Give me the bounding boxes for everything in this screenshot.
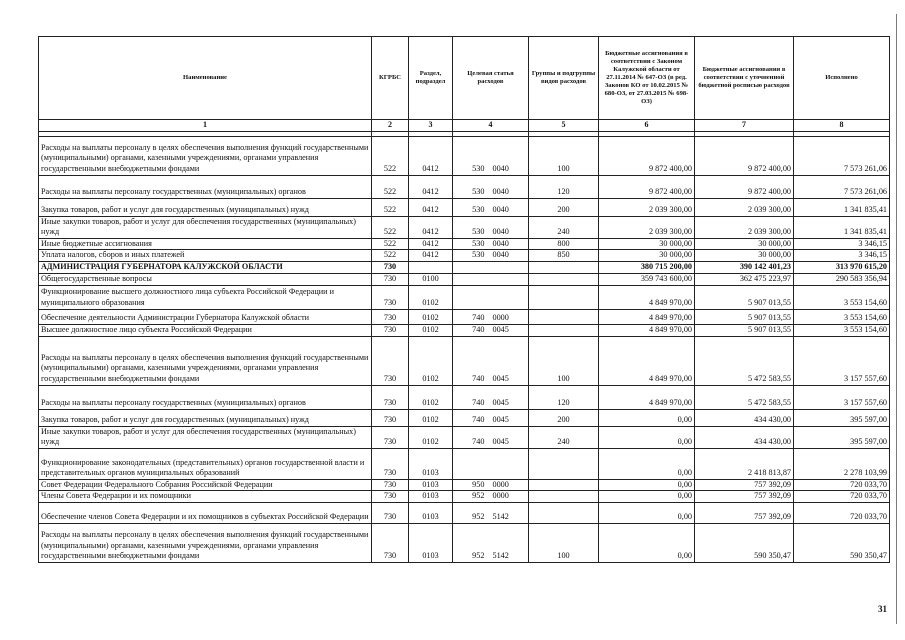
row-kgrbs-cell: 730 xyxy=(372,336,409,385)
row-law-amount-cell: 0,00 xyxy=(599,409,695,426)
column-number: 8 xyxy=(794,120,890,132)
column-number: 4 xyxy=(453,120,529,132)
row-executed-amount-cell: 395 597,00 xyxy=(794,426,890,448)
column-number: 7 xyxy=(695,120,794,132)
row-kgrbs-cell: 730 xyxy=(372,324,409,336)
row-name-cell: Члены Совета Федерации и их помощники xyxy=(39,491,372,503)
row-section-cell: 0412 xyxy=(409,250,453,262)
row-refined-amount-cell: 2 039 300,00 xyxy=(695,198,794,216)
table-row xyxy=(39,336,890,385)
table-row xyxy=(39,309,890,324)
row-executed-amount-cell: 3 346,15 xyxy=(794,238,890,250)
column-number: 2 xyxy=(372,120,409,132)
row-law-amount-cell: 0,00 xyxy=(599,502,695,523)
row-group-cell xyxy=(529,285,599,309)
table-row xyxy=(39,250,890,262)
row-name-cell: Уплата налогов, сборов и иных платежей xyxy=(39,250,372,262)
row-group-cell: 200 xyxy=(529,198,599,216)
row-kgrbs-cell: 730 xyxy=(372,385,409,409)
column-number: 3 xyxy=(409,120,453,132)
row-refined-amount-cell: 2 418 813,87 xyxy=(695,448,794,479)
table-row xyxy=(39,523,890,562)
table-row xyxy=(39,385,890,409)
header-group: Группы и подгруппы видов расходов xyxy=(529,37,599,120)
row-kgrbs-cell: 730 xyxy=(372,479,409,491)
row-group-cell: 850 xyxy=(529,250,599,262)
row-target-cell: 740 0000 xyxy=(453,309,529,324)
header-law: Бюджетные ассигнования в соответствии с Законом Калужской области от 27.11.2014 № 647-ОЗ (в ред. Законов КО от 10.02.2015 № 680-ОЗ, от 27.03.2015 № 698-ОЗ) xyxy=(599,37,695,120)
row-target-cell: 530 0040 xyxy=(453,175,529,198)
row-section-cell: 0412 xyxy=(409,216,453,238)
column-number-row xyxy=(39,120,890,132)
row-group-cell: 100 xyxy=(529,523,599,562)
row-refined-amount-cell: 5 472 583,55 xyxy=(695,336,794,385)
row-law-amount-cell: 4 849 970,00 xyxy=(599,285,695,309)
table-row xyxy=(39,198,890,216)
row-name-cell: Общегосударственные вопросы xyxy=(39,273,372,285)
row-name-cell: Иные закупки товаров, работ и услуг для обеспечения государственных (муниципальных) нужд xyxy=(39,216,372,238)
row-name-cell: Закупка товаров, работ и услуг для государственных (муниципальных) нужд xyxy=(39,409,372,426)
row-group-cell xyxy=(529,491,599,503)
header-kgrbs: КГРБС xyxy=(372,37,409,120)
row-name-cell: Высшее должностное лицо субъекта Российской Федерации xyxy=(39,324,372,336)
row-section-cell: 0102 xyxy=(409,426,453,448)
row-group-cell: 240 xyxy=(529,426,599,448)
row-executed-amount-cell: 395 597,00 xyxy=(794,409,890,426)
row-refined-amount-cell: 390 142 401,23 xyxy=(695,261,794,273)
row-target-cell: 740 0045 xyxy=(453,409,529,426)
row-executed-amount-cell: 1 341 835,41 xyxy=(794,198,890,216)
row-name-cell: Расходы на выплаты персоналу государственных (муниципальных) органов xyxy=(39,385,372,409)
row-name-cell: Иные закупки товаров, работ и услуг для обеспечения государственных (муниципальных) нужд xyxy=(39,426,372,448)
row-law-amount-cell: 0,00 xyxy=(599,426,695,448)
row-name-cell: Совет Федерации Федерального Собрания Российской Федерации xyxy=(39,479,372,491)
row-target-cell: 950 0000 xyxy=(453,479,529,491)
row-law-amount-cell: 30 000,00 xyxy=(599,238,695,250)
row-kgrbs-cell: 730 xyxy=(372,261,409,273)
row-executed-amount-cell: 313 970 615,20 xyxy=(794,261,890,273)
row-law-amount-cell: 0,00 xyxy=(599,523,695,562)
row-target-cell: 530 0040 xyxy=(453,136,529,175)
row-name-cell: Функционирование высшего должностного лица субъекта Российской Федерации и муниципального образования xyxy=(39,285,372,309)
row-group-cell xyxy=(529,479,599,491)
row-law-amount-cell: 2 039 300,00 xyxy=(599,198,695,216)
row-name-cell: Функционирование законодательных (представительных) органов государственной власти и представительных органов муниципальных образований xyxy=(39,448,372,479)
row-kgrbs-cell: 730 xyxy=(372,448,409,479)
row-refined-amount-cell: 434 430,00 xyxy=(695,426,794,448)
table-body xyxy=(39,136,890,562)
row-name-cell: АДМИНИСТРАЦИЯ ГУБЕРНАТОРА КАЛУЖСКОЙ ОБЛАСТИ xyxy=(39,261,372,273)
row-refined-amount-cell: 5 907 013,55 xyxy=(695,324,794,336)
row-refined-amount-cell: 30 000,00 xyxy=(695,238,794,250)
row-executed-amount-cell: 3 346,15 xyxy=(794,250,890,262)
row-kgrbs-cell: 730 xyxy=(372,285,409,309)
row-law-amount-cell: 9 872 400,00 xyxy=(599,175,695,198)
row-executed-amount-cell: 3 157 557,60 xyxy=(794,385,890,409)
budget-execution-table xyxy=(38,36,890,563)
row-target-cell xyxy=(453,285,529,309)
row-executed-amount-cell: 3 553 154,60 xyxy=(794,324,890,336)
row-name-cell: Расходы на выплаты персоналу в целях обеспечения выполнения функций государственными (муниципальными) органами, казенными учреждениями, органами управления государственными внебюджетными фондами xyxy=(39,336,372,385)
row-kgrbs-cell: 730 xyxy=(372,273,409,285)
row-target-cell: 952 5142 xyxy=(453,502,529,523)
row-executed-amount-cell: 2 278 103,99 xyxy=(794,448,890,479)
table-row xyxy=(39,502,890,523)
table-row xyxy=(39,491,890,503)
table-row xyxy=(39,285,890,309)
table-row xyxy=(39,324,890,336)
row-group-cell: 100 xyxy=(529,136,599,175)
row-executed-amount-cell: 1 341 835,41 xyxy=(794,216,890,238)
row-section-cell: 0103 xyxy=(409,502,453,523)
row-kgrbs-cell: 522 xyxy=(372,250,409,262)
row-section-cell: 0103 xyxy=(409,448,453,479)
row-group-cell: 200 xyxy=(529,409,599,426)
header-section: Раздел, подраздел xyxy=(409,37,453,120)
row-target-cell: 530 0040 xyxy=(453,250,529,262)
row-executed-amount-cell: 720 033,70 xyxy=(794,502,890,523)
row-group-cell xyxy=(529,324,599,336)
row-group-cell: 240 xyxy=(529,216,599,238)
row-target-cell: 740 0045 xyxy=(453,426,529,448)
row-law-amount-cell: 0,00 xyxy=(599,491,695,503)
row-kgrbs-cell: 522 xyxy=(372,198,409,216)
row-refined-amount-cell: 434 430,00 xyxy=(695,409,794,426)
row-target-cell: 740 0045 xyxy=(453,336,529,385)
row-target-cell: 952 5142 xyxy=(453,523,529,562)
row-refined-amount-cell: 5 907 013,55 xyxy=(695,309,794,324)
row-executed-amount-cell: 3 553 154,60 xyxy=(794,285,890,309)
row-target-cell: 740 0045 xyxy=(453,385,529,409)
row-group-cell xyxy=(529,309,599,324)
table-row xyxy=(39,175,890,198)
table-row xyxy=(39,409,890,426)
row-kgrbs-cell: 730 xyxy=(372,523,409,562)
row-executed-amount-cell: 720 033,70 xyxy=(794,491,890,503)
row-law-amount-cell: 359 743 600,00 xyxy=(599,273,695,285)
table-row xyxy=(39,426,890,448)
row-group-cell: 800 xyxy=(529,238,599,250)
column-number: 5 xyxy=(529,120,599,132)
row-group-cell xyxy=(529,261,599,273)
table-row xyxy=(39,216,890,238)
row-refined-amount-cell: 590 350,47 xyxy=(695,523,794,562)
row-section-cell xyxy=(409,261,453,273)
row-name-cell: Расходы на выплаты персоналу государственных (муниципальных) органов xyxy=(39,175,372,198)
row-kgrbs-cell: 730 xyxy=(372,309,409,324)
header-target: Целевая статья расходов xyxy=(453,37,529,120)
row-law-amount-cell: 30 000,00 xyxy=(599,250,695,262)
row-section-cell: 0412 xyxy=(409,238,453,250)
row-section-cell: 0103 xyxy=(409,491,453,503)
row-law-amount-cell: 4 849 970,00 xyxy=(599,309,695,324)
row-kgrbs-cell: 730 xyxy=(372,491,409,503)
table-row xyxy=(39,261,890,273)
row-refined-amount-cell: 2 039 300,00 xyxy=(695,216,794,238)
column-number: 1 xyxy=(39,120,372,132)
row-group-cell: 100 xyxy=(529,336,599,385)
row-refined-amount-cell: 5 472 583,55 xyxy=(695,385,794,409)
row-law-amount-cell: 0,00 xyxy=(599,448,695,479)
row-refined-amount-cell: 9 872 400,00 xyxy=(695,136,794,175)
row-section-cell: 0102 xyxy=(409,385,453,409)
header-name: Наименование xyxy=(39,37,372,120)
row-kgrbs-cell: 522 xyxy=(372,175,409,198)
row-kgrbs-cell: 522 xyxy=(372,238,409,250)
row-refined-amount-cell: 9 872 400,00 xyxy=(695,175,794,198)
row-target-cell: 740 0045 xyxy=(453,324,529,336)
row-section-cell: 0102 xyxy=(409,309,453,324)
table-row xyxy=(39,136,890,175)
row-name-cell: Расходы на выплаты персоналу в целях обеспечения выполнения функций государственными (муниципальными) органами, казенными учреждениями, органами управления государственными внебюджетными фондами xyxy=(39,523,372,562)
row-kgrbs-cell: 522 xyxy=(372,136,409,175)
row-refined-amount-cell: 30 000,00 xyxy=(695,250,794,262)
row-executed-amount-cell: 3 553 154,60 xyxy=(794,309,890,324)
row-name-cell: Расходы на выплаты персоналу в целях обеспечения выполнения функций государственными (муниципальными) органами, казенными учреждениями, органами управления государственными внебюджетными фондами xyxy=(39,136,372,175)
row-law-amount-cell: 380 715 200,00 xyxy=(599,261,695,273)
column-number: 6 xyxy=(599,120,695,132)
row-kgrbs-cell: 730 xyxy=(372,426,409,448)
row-law-amount-cell: 9 872 400,00 xyxy=(599,136,695,175)
row-group-cell xyxy=(529,502,599,523)
row-section-cell: 0102 xyxy=(409,409,453,426)
row-section-cell: 0412 xyxy=(409,175,453,198)
row-name-cell: Иные бюджетные ассигнования xyxy=(39,238,372,250)
row-law-amount-cell: 0,00 xyxy=(599,479,695,491)
table-row xyxy=(39,479,890,491)
row-law-amount-cell: 2 039 300,00 xyxy=(599,216,695,238)
row-law-amount-cell: 4 849 970,00 xyxy=(599,385,695,409)
row-group-cell xyxy=(529,448,599,479)
row-law-amount-cell: 4 849 970,00 xyxy=(599,324,695,336)
row-executed-amount-cell: 7 573 261,06 xyxy=(794,175,890,198)
row-section-cell: 0102 xyxy=(409,336,453,385)
row-section-cell: 0100 xyxy=(409,273,453,285)
header-executed: Исполнено xyxy=(794,37,890,120)
row-target-cell: 530 0040 xyxy=(453,198,529,216)
row-target-cell xyxy=(453,273,529,285)
row-section-cell: 0412 xyxy=(409,136,453,175)
row-executed-amount-cell: 720 033,70 xyxy=(794,479,890,491)
row-law-amount-cell: 4 849 970,00 xyxy=(599,336,695,385)
header-refined: Бюджетные ассигнования в соответствии с уточненной бюджетной росписью расходов xyxy=(695,37,794,120)
row-kgrbs-cell: 730 xyxy=(372,409,409,426)
row-kgrbs-cell: 522 xyxy=(372,216,409,238)
table-row xyxy=(39,273,890,285)
row-refined-amount-cell: 757 392,09 xyxy=(695,502,794,523)
row-section-cell: 0102 xyxy=(409,324,453,336)
row-group-cell xyxy=(529,273,599,285)
table-row xyxy=(39,238,890,250)
row-section-cell: 0103 xyxy=(409,523,453,562)
row-target-cell: 530 0040 xyxy=(453,216,529,238)
row-kgrbs-cell: 730 xyxy=(372,502,409,523)
table-row xyxy=(39,448,890,479)
row-name-cell: Обеспечение деятельности Администрации Губернатора Калужской области xyxy=(39,309,372,324)
row-section-cell: 0412 xyxy=(409,198,453,216)
row-executed-amount-cell: 590 350,47 xyxy=(794,523,890,562)
row-section-cell: 0103 xyxy=(409,479,453,491)
row-refined-amount-cell: 362 475 223,97 xyxy=(695,273,794,285)
row-group-cell: 120 xyxy=(529,385,599,409)
header-row xyxy=(39,37,890,120)
row-refined-amount-cell: 757 392,09 xyxy=(695,491,794,503)
row-refined-amount-cell: 757 392,09 xyxy=(695,479,794,491)
row-target-cell xyxy=(453,448,529,479)
row-name-cell: Закупка товаров, работ и услуг для государственных (муниципальных) нужд xyxy=(39,198,372,216)
row-target-cell: 530 0040 xyxy=(453,238,529,250)
row-section-cell: 0102 xyxy=(409,285,453,309)
row-executed-amount-cell: 3 157 557,60 xyxy=(794,336,890,385)
row-name-cell: Обеспечение членов Совета Федерации и их помощников в субъектах Российской Федерации xyxy=(39,502,372,523)
row-refined-amount-cell: 5 907 013,55 xyxy=(695,285,794,309)
page-number: 31 xyxy=(878,604,887,614)
row-group-cell: 120 xyxy=(529,175,599,198)
row-executed-amount-cell: 290 583 356,94 xyxy=(794,273,890,285)
row-target-cell xyxy=(453,261,529,273)
page-edge-line xyxy=(896,14,897,624)
row-target-cell: 952 0000 xyxy=(453,491,529,503)
row-executed-amount-cell: 7 573 261,06 xyxy=(794,136,890,175)
